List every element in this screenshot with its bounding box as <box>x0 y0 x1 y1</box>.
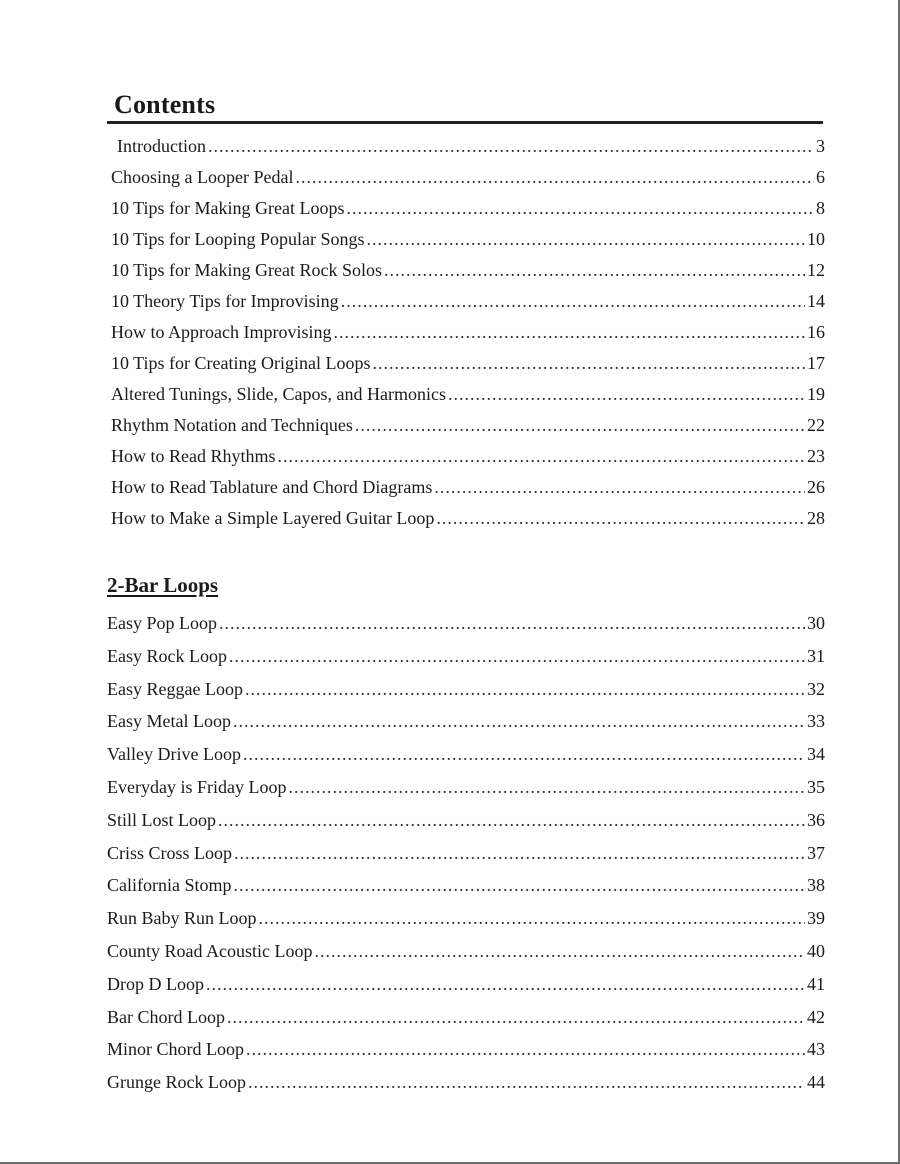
entry-page: 41 <box>807 973 825 994</box>
toc-entry[interactable] <box>111 384 825 415</box>
entry-title: Minor Chord Loop <box>107 1039 244 1060</box>
entry-page: 12 <box>807 260 825 280</box>
toc-entry[interactable] <box>107 974 825 1007</box>
contents-heading: Contents <box>114 90 216 119</box>
toc-entry[interactable] <box>111 477 825 508</box>
entry-title: Still Lost Loop <box>107 809 217 830</box>
dot-leader <box>233 711 805 732</box>
toc-entry[interactable] <box>111 229 825 260</box>
entry-title: Altered Tunings, Slide, Capos, and Harmonics <box>111 384 446 404</box>
toc-entry[interactable] <box>111 322 825 353</box>
entry-page: 39 <box>807 908 825 929</box>
dot-leader <box>246 1039 805 1060</box>
entry-page: 30 <box>807 613 825 633</box>
entry-title: How to Approach Improvising <box>111 322 332 342</box>
dot-leader <box>219 613 805 634</box>
two-bar-loops-list <box>107 613 825 1105</box>
toc-entry[interactable] <box>111 136 825 167</box>
toc-entry[interactable] <box>111 291 825 322</box>
entry-title: Grunge Rock Loop <box>107 1072 246 1093</box>
entry-page: 14 <box>807 291 825 311</box>
toc-entry[interactable] <box>107 1072 825 1105</box>
dot-leader <box>333 322 805 343</box>
entry-page: 40 <box>807 940 825 961</box>
dot-leader <box>347 198 815 219</box>
toc-entry[interactable] <box>111 198 825 229</box>
dot-leader <box>278 446 806 467</box>
entry-title: Easy Rock Loop <box>107 645 227 666</box>
entry-title: Run Baby Run Loop <box>107 908 257 929</box>
toc-entry[interactable] <box>107 744 825 777</box>
toc-entry[interactable] <box>111 353 825 384</box>
entry-page: 38 <box>807 875 825 896</box>
entry-title: Introduction <box>117 136 206 156</box>
toc-entry[interactable] <box>111 260 825 291</box>
entry-page: 44 <box>807 1072 825 1093</box>
dot-leader <box>448 384 805 405</box>
toc-entry[interactable] <box>111 167 825 198</box>
dot-leader <box>234 875 806 896</box>
toc-entry[interactable] <box>107 679 825 712</box>
dot-leader <box>367 229 805 250</box>
dot-leader <box>436 508 805 529</box>
entry-title: How to Read Rhythms <box>111 446 276 466</box>
dot-leader <box>434 477 805 498</box>
entry-title: Drop D Loop <box>107 973 204 994</box>
entry-title: 10 Tips for Making Great Rock Solos <box>111 260 383 280</box>
entry-title: Everyday is Friday Loop <box>107 776 287 797</box>
entry-title: How to Make a Simple Layered Guitar Loop <box>111 508 435 528</box>
entry-title: Valley Drive Loop <box>107 744 241 765</box>
entry-page: 35 <box>807 776 825 797</box>
dot-leader <box>243 744 805 765</box>
dot-leader <box>384 260 805 281</box>
contents-list <box>111 136 825 539</box>
entry-page: 31 <box>807 645 825 666</box>
dot-leader <box>218 810 805 831</box>
entry-page: 17 <box>807 353 825 373</box>
toc-entry[interactable] <box>107 711 825 744</box>
entry-page: 26 <box>807 477 825 497</box>
entry-page: 23 <box>807 446 825 466</box>
toc-entry[interactable] <box>111 446 825 477</box>
entry-page: 8 <box>816 198 825 218</box>
dot-leader <box>227 1007 805 1028</box>
entry-title: 10 Theory Tips for Improvising <box>111 291 339 311</box>
dot-leader <box>234 843 805 864</box>
entry-page: 6 <box>816 167 825 187</box>
entry-title: California Stomp <box>107 875 232 896</box>
toc-entry[interactable] <box>107 646 825 679</box>
toc-entry[interactable] <box>107 1007 825 1040</box>
toc-entry[interactable] <box>111 508 825 539</box>
dot-leader <box>355 415 805 436</box>
heading-rule <box>107 121 823 124</box>
dot-leader <box>288 777 805 798</box>
entry-title: How to Read Tablature and Chord Diagrams <box>111 477 433 497</box>
entry-title: Bar Chord Loop <box>107 1006 225 1027</box>
toc-entry[interactable] <box>107 908 825 941</box>
entry-page: 37 <box>807 842 825 863</box>
dot-leader <box>373 353 806 374</box>
entry-title: Easy Metal Loop <box>107 711 231 732</box>
entry-page: 22 <box>807 415 825 435</box>
dot-leader <box>248 1072 805 1093</box>
dot-leader <box>206 974 805 995</box>
entry-title: Choosing a Looper Pedal <box>111 167 294 187</box>
entry-page: 34 <box>807 744 825 765</box>
toc-entry[interactable] <box>107 1039 825 1072</box>
entry-page: 19 <box>807 384 825 404</box>
toc-entry[interactable] <box>111 415 825 446</box>
entry-title: Criss Cross Loop <box>107 842 233 863</box>
entry-title: Easy Reggae Loop <box>107 678 243 699</box>
dot-leader <box>315 941 806 962</box>
entry-page: 3 <box>816 136 825 156</box>
entry-page: 42 <box>807 1006 825 1027</box>
toc-entry[interactable] <box>107 613 825 646</box>
entry-title: 10 Tips for Looping Popular Songs <box>111 229 365 249</box>
toc-entry[interactable] <box>107 875 825 908</box>
entry-page: 10 <box>807 229 825 249</box>
entry-title: 10 Tips for Making Great Loops <box>111 198 345 218</box>
entry-title: Rhythm Notation and Techniques <box>111 415 353 435</box>
toc-entry[interactable] <box>107 941 825 974</box>
dot-leader <box>245 679 805 700</box>
two-bar-loops-heading: 2-Bar Loops <box>107 573 219 597</box>
entry-page: 28 <box>807 508 825 528</box>
entry-title: Easy Pop Loop <box>107 613 217 633</box>
entry-page: 36 <box>807 809 825 830</box>
dot-leader <box>208 136 814 157</box>
toc-entry[interactable] <box>107 777 825 810</box>
entry-title: County Road Acoustic Loop <box>107 940 313 961</box>
entry-page: 32 <box>807 678 825 699</box>
entry-title: 10 Tips for Creating Original Loops <box>111 353 371 373</box>
entry-page: 43 <box>807 1039 825 1060</box>
entry-page: 33 <box>807 711 825 732</box>
toc-entry[interactable] <box>107 843 825 876</box>
dot-leader <box>259 908 805 929</box>
toc-entry[interactable] <box>107 810 825 843</box>
dot-leader <box>229 646 805 667</box>
dot-leader <box>341 291 805 312</box>
dot-leader <box>295 167 814 188</box>
entry-page: 16 <box>807 322 825 342</box>
